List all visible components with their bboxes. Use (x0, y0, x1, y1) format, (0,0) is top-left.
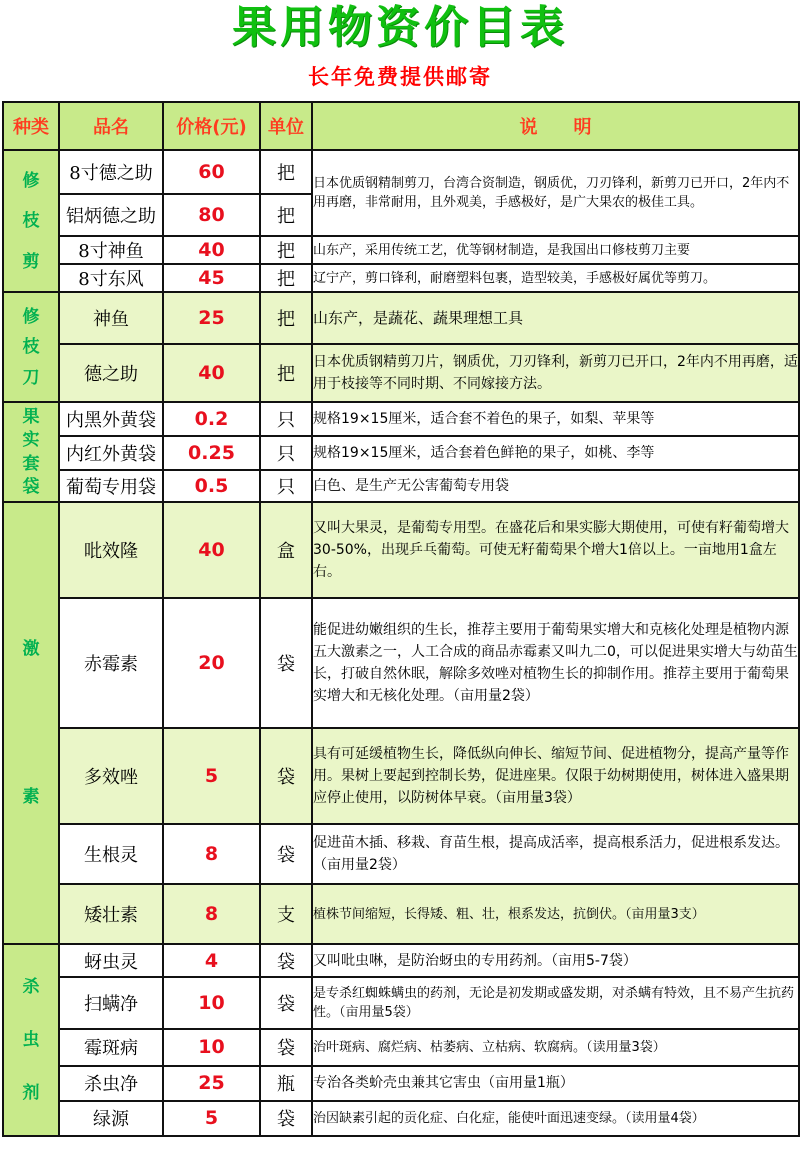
item-name: 赤霉素 (59, 598, 163, 728)
item-unit: 袋 (260, 1029, 312, 1066)
category-cell (3, 502, 59, 944)
category-char: 杀 (22, 977, 40, 997)
item-unit: 袋 (260, 944, 312, 977)
category-cell (3, 944, 59, 1136)
item-name: 霉斑病 (59, 1029, 163, 1066)
table-row (3, 598, 799, 728)
table-row (3, 402, 799, 436)
category-char: 虫 (22, 1030, 40, 1050)
category-char: 果 (22, 406, 40, 427)
item-unit: 只 (260, 436, 312, 470)
item-price: 25 (163, 292, 260, 344)
item-unit: 袋 (260, 728, 312, 824)
category-cell (3, 150, 59, 292)
item-description: 植株节间缩短，长得矮、粗、壮，根系发达，抗倒伏。（亩用量3支） (312, 884, 799, 944)
item-price: 5 (163, 728, 260, 824)
item-name: 8寸德之助 (59, 150, 163, 194)
header-unit: 单位 (260, 102, 312, 150)
category-char: 素 (22, 786, 40, 807)
table-row (3, 470, 799, 502)
header-price: 价格(元) (163, 102, 260, 150)
table-row (3, 1066, 799, 1101)
item-description: 促进苗木插、移栽、育苗生根，提高成活率，提高根系活力，促进根系发达。（亩用量2袋） (312, 824, 799, 884)
table-header-row (3, 102, 799, 150)
item-unit: 只 (260, 470, 312, 502)
category-char: 修 (22, 170, 40, 191)
item-price: 80 (163, 194, 260, 236)
item-name: 德之助 (59, 344, 163, 402)
item-price: 25 (163, 1066, 260, 1101)
table-row (3, 264, 799, 292)
item-name: 8寸神鱼 (59, 236, 163, 264)
item-description: 治叶斑病、腐烂病、枯萎病、立枯病、软腐病。（读用量3袋） (312, 1029, 799, 1066)
category-char: 枝 (22, 337, 40, 357)
item-price: 10 (163, 1029, 260, 1066)
category-char: 枝 (22, 211, 40, 231)
item-description: 日本优质钢精制剪刀，台湾合资制造，钢质优，刀刃锋利，新剪刀已开口，2年内不用再磨，非常耐用，且外观美，手感极好，是广大果农的极佳工具。 (312, 150, 799, 236)
item-price: 40 (163, 236, 260, 264)
item-name: 多效唑 (59, 728, 163, 824)
item-price: 0.2 (163, 402, 260, 436)
item-price: 0.5 (163, 470, 260, 502)
item-unit: 只 (260, 402, 312, 436)
item-description: 能促进幼嫩组织的生长，推荐主要用于葡萄果实增大和克核化处理是植物内源五大激素之一，人工合成的商品赤霉素又叫九二0，可以促进果实增大与幼苗生长，打破自然休眠，解除多效唑对植物生长的抑制作用。推荐主要用于葡萄果实增大和无核化处理。（亩用量2袋） (312, 598, 799, 728)
table-row (3, 1101, 799, 1136)
table-row (3, 236, 799, 264)
item-description: 山东产，是蔬花、蔬果理想工具 (312, 292, 799, 344)
page-subtitle: 长年免费提供邮寄 (308, 65, 492, 89)
item-name: 绿源 (59, 1101, 163, 1136)
item-price: 60 (163, 150, 260, 194)
item-unit: 把 (260, 150, 312, 194)
item-description: 辽宁产，剪口锋利，耐磨塑料包裹，造型较美，手感极好属优等剪刀。 (312, 264, 799, 292)
item-price: 8 (163, 884, 260, 944)
table-row (3, 292, 799, 344)
item-name: 吡效隆 (59, 502, 163, 598)
item-price: 4 (163, 944, 260, 977)
item-description: 治因缺素引起的贡化症、白化症，能使叶面迅速变绿。（读用量4袋） (312, 1101, 799, 1136)
item-unit: 把 (260, 292, 312, 344)
category-char: 剂 (22, 1083, 40, 1103)
table-row (3, 436, 799, 470)
item-description: 白色、是生产无公害葡萄专用袋 (312, 470, 799, 502)
item-unit: 把 (260, 344, 312, 402)
item-description: 山东产，采用传统工艺，优等钢材制造，是我国出口修枝剪刀主要 (312, 236, 799, 264)
item-description: 专治各类蚧壳虫兼其它害虫（亩用量1瓶） (312, 1066, 799, 1101)
price-table (2, 101, 800, 1137)
item-price: 10 (163, 977, 260, 1029)
item-unit: 把 (260, 194, 312, 236)
table-row (3, 728, 799, 824)
table-row (3, 502, 799, 598)
item-description: 规格19×15厘米，适合套着色鲜艳的果子，如桃、李等 (312, 436, 799, 470)
table-row (3, 977, 799, 1029)
item-name: 扫螨净 (59, 977, 163, 1029)
item-description: 又叫吡虫啉，是防治蚜虫的专用药剂。（亩用5-7袋） (312, 944, 799, 977)
item-price: 5 (163, 1101, 260, 1136)
item-name: 铝炳德之助 (59, 194, 163, 236)
table-row (3, 344, 799, 402)
item-price: 40 (163, 344, 260, 402)
item-description: 日本优质钢精剪刀片，钢质优，刀刃锋利，新剪刀已开口，2年内不用再磨，适用于枝接等不同时期、不同嫁接方法。 (312, 344, 799, 402)
item-unit: 盒 (260, 502, 312, 598)
item-unit: 袋 (260, 598, 312, 728)
category-cell (3, 402, 59, 502)
item-description: 规格19×15厘米，适合套不着色的果子，如梨、苹果等 (312, 402, 799, 436)
item-name: 内红外黄袋 (59, 436, 163, 470)
item-description: 是专杀红蜘蛛螨虫的药剂，无论是初发期或盛发期，对杀螨有特效，且不易产生抗药性。（亩用量5袋） (312, 977, 799, 1029)
table-row (3, 944, 799, 977)
page-title: 果用物资价目表 (232, 2, 568, 53)
category-cell (3, 292, 59, 402)
item-name: 内黑外黄袋 (59, 402, 163, 436)
category-char: 刀 (22, 367, 40, 388)
item-price: 20 (163, 598, 260, 728)
header-description: 说 明 (312, 102, 799, 150)
item-unit: 袋 (260, 824, 312, 884)
category-char: 袋 (22, 477, 40, 498)
item-description: 又叫大果灵，是葡萄专用型。在盛花后和果实膨大期使用，可使有籽葡萄增大30-50%，出现乒乓葡萄。可使无籽葡萄果个增大1倍以上。一亩地用1盒左右。 (312, 502, 799, 598)
item-name: 生根灵 (59, 824, 163, 884)
item-name: 8寸东风 (59, 264, 163, 292)
item-price: 45 (163, 264, 260, 292)
item-unit: 支 (260, 884, 312, 944)
item-unit: 袋 (260, 1101, 312, 1136)
table-row (3, 1029, 799, 1066)
item-price: 0.25 (163, 436, 260, 470)
item-price: 40 (163, 502, 260, 598)
table-row (3, 150, 799, 194)
category-char: 剪 (22, 251, 40, 272)
category-char: 实 (22, 430, 40, 451)
item-price: 8 (163, 824, 260, 884)
table-row (3, 824, 799, 884)
category-char: 激 (22, 639, 40, 660)
item-unit: 瓶 (260, 1066, 312, 1101)
item-name: 矮壮素 (59, 884, 163, 944)
category-char: 修 (22, 306, 40, 327)
item-unit: 把 (260, 264, 312, 292)
item-name: 葡萄专用袋 (59, 470, 163, 502)
header-name: 品名 (59, 102, 163, 150)
category-char: 套 (22, 453, 40, 474)
item-description: 具有可延缓植物生长，降低纵向伸长、缩短节间、促进植物分，提高产量等作用。果树上要起到控制长势，促进座果。仅限于幼树期使用，树体进入盛果期应停止使用，以防树体早衰。（亩用量3袋） (312, 728, 799, 824)
header-category: 种类 (3, 102, 59, 150)
table-row (3, 884, 799, 944)
item-name: 神鱼 (59, 292, 163, 344)
item-unit: 把 (260, 236, 312, 264)
item-unit: 袋 (260, 977, 312, 1029)
item-name: 杀虫净 (59, 1066, 163, 1101)
item-name: 蚜虫灵 (59, 944, 163, 977)
